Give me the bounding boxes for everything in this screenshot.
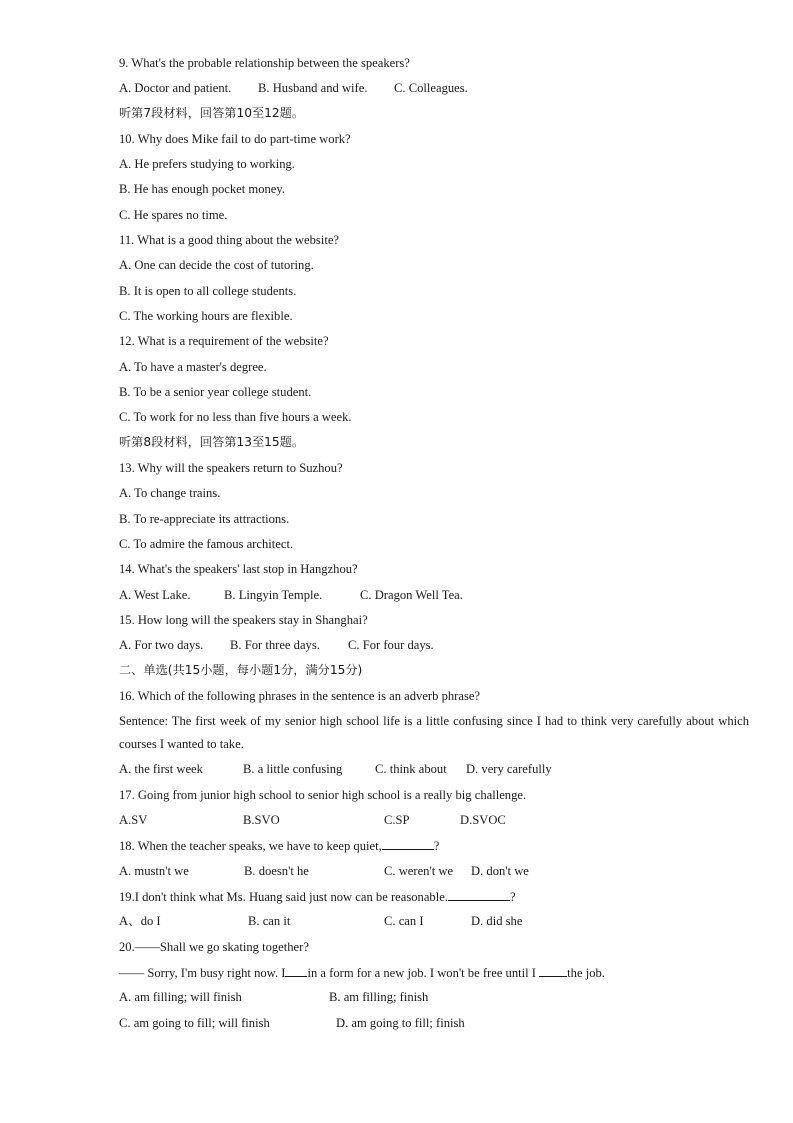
section-7-heading: 听第7段材料，回答第10至12题。 [119, 106, 305, 120]
question-19-option-c: C. can I [384, 914, 424, 928]
question-18-option-d: D. don't we [471, 864, 529, 878]
question-15-option-b: B. For three days. [230, 638, 320, 652]
question-15-option-a: A. For two days. [119, 638, 204, 652]
section-8-heading: 听第8段材料，回答第13至15题。 [119, 435, 305, 449]
question-18-option-a: A. mustn't we [119, 864, 189, 878]
question-9-option-a: A. Doctor and patient. [119, 81, 232, 95]
question-19-stem-end: ? [509, 890, 516, 904]
answer-blank [382, 837, 434, 850]
question-16-option-c: C. think about [375, 762, 447, 776]
question-14-option-a: A. West Lake. [119, 588, 191, 602]
question-16-option-d: D. very carefully [466, 762, 552, 776]
question-19-option-d: D. did she [471, 914, 523, 928]
question-20-line-2-part-3: the job. [567, 966, 605, 980]
question-20-option-c: C. am going to fill; will finish [119, 1016, 270, 1030]
question-17-option-c: C.SP [384, 813, 410, 827]
question-17-option-a: A.SV [119, 813, 148, 827]
question-10-option-b: B. He has enough pocket money. [119, 182, 286, 196]
question-13-option-c: C. To admire the famous architect. [119, 537, 294, 551]
question-15-stem: 15. How long will the speakers stay in Shanghai? [119, 613, 368, 627]
question-18-option-b: B. doesn't he [244, 864, 309, 878]
question-16-option-b: B. a little confusing [243, 762, 343, 776]
question-20-option-d: D. am going to fill; finish [336, 1016, 465, 1030]
question-17-stem: 17. Going from junior high school to senior high school is a really big challenge. [119, 788, 527, 802]
question-12-stem: 12. What is a requirement of the website? [119, 334, 329, 348]
part-2-heading: 二、单选(共15小题，每小题1分，满分15分) [119, 663, 363, 677]
question-11-stem: 11. What is a good thing about the website? [119, 233, 339, 247]
question-14-stem: 14. What's the speakers' last stop in Hangzhou? [119, 562, 358, 576]
question-10-stem: 10. Why does Mike fail to do part-time work? [119, 132, 351, 146]
question-14-option-b: B. Lingyin Temple. [224, 588, 323, 602]
question-19-option-a: A、do I [119, 914, 161, 928]
question-19-stem-text: 19.I don't think what Ms. Huang said just now can be reasonable. [119, 890, 448, 904]
question-11-option-c: C. The working hours are flexible. [119, 309, 293, 323]
question-17-option-b: B.SVO [243, 813, 280, 827]
question-18-stem [119, 837, 439, 854]
question-20-option-b: B. am filling; finish [329, 990, 429, 1004]
answer-blank [285, 964, 307, 977]
question-16-stem: 16. Which of the following phrases in the sentence is an adverb phrase? [119, 689, 481, 703]
question-9-stem: 9. What's the probable relationship between the speakers? [119, 56, 410, 70]
question-16-option-a: A. the first week [119, 762, 203, 776]
question-20-line-1: 20.——Shall we go skating together? [119, 940, 309, 954]
question-9-option-b: B. Husband and wife. [258, 81, 368, 95]
question-20-line-2 [119, 964, 605, 981]
question-11-option-b: B. It is open to all college students. [119, 284, 297, 298]
question-10-option-c: C. He spares no time. [119, 208, 228, 222]
question-9-option-c: C. Colleagues. [394, 81, 468, 95]
question-10-option-a: A. He prefers studying to working. [119, 157, 295, 171]
question-15-option-c: C. For four days. [348, 638, 434, 652]
question-19-option-b: B. can it [248, 914, 291, 928]
question-12-option-b: B. To be a senior year college student. [119, 385, 312, 399]
question-17-option-d: D.SVOC [460, 813, 506, 827]
question-18-option-c: C. weren't we [384, 864, 454, 878]
question-14-option-c: C. Dragon Well Tea. [360, 588, 463, 602]
answer-blank [539, 964, 567, 977]
question-18-stem-text: 18. When the teacher speaks, we have to keep quiet, [119, 839, 382, 853]
question-20-line-2-part-1: —— Sorry, I'm busy right now. I [119, 966, 286, 980]
question-18-stem-end: ? [433, 839, 440, 853]
question-16-sentence: Sentence: The first week of my senior high school life is a little confusing since I had to think very carefully about which courses I wanted to take. [119, 714, 749, 751]
question-12-option-c: C. To work for no less than five hours a week. [119, 410, 352, 424]
question-13-option-b: B. To re-appreciate its attractions. [119, 512, 290, 526]
question-20-line-2-part-2: in a form for a new job. I won't be free until I [307, 966, 536, 980]
question-11-option-a: A. One can decide the cost of tutoring. [119, 258, 314, 272]
question-12-option-a: A. To have a master's degree. [119, 360, 267, 374]
question-13-option-a: A. To change trains. [119, 486, 221, 500]
question-20-option-a: A. am filling; will finish [119, 990, 242, 1004]
answer-blank [448, 888, 510, 901]
question-13-stem: 13. Why will the speakers return to Suzhou? [119, 461, 343, 475]
question-19-stem [119, 888, 516, 905]
